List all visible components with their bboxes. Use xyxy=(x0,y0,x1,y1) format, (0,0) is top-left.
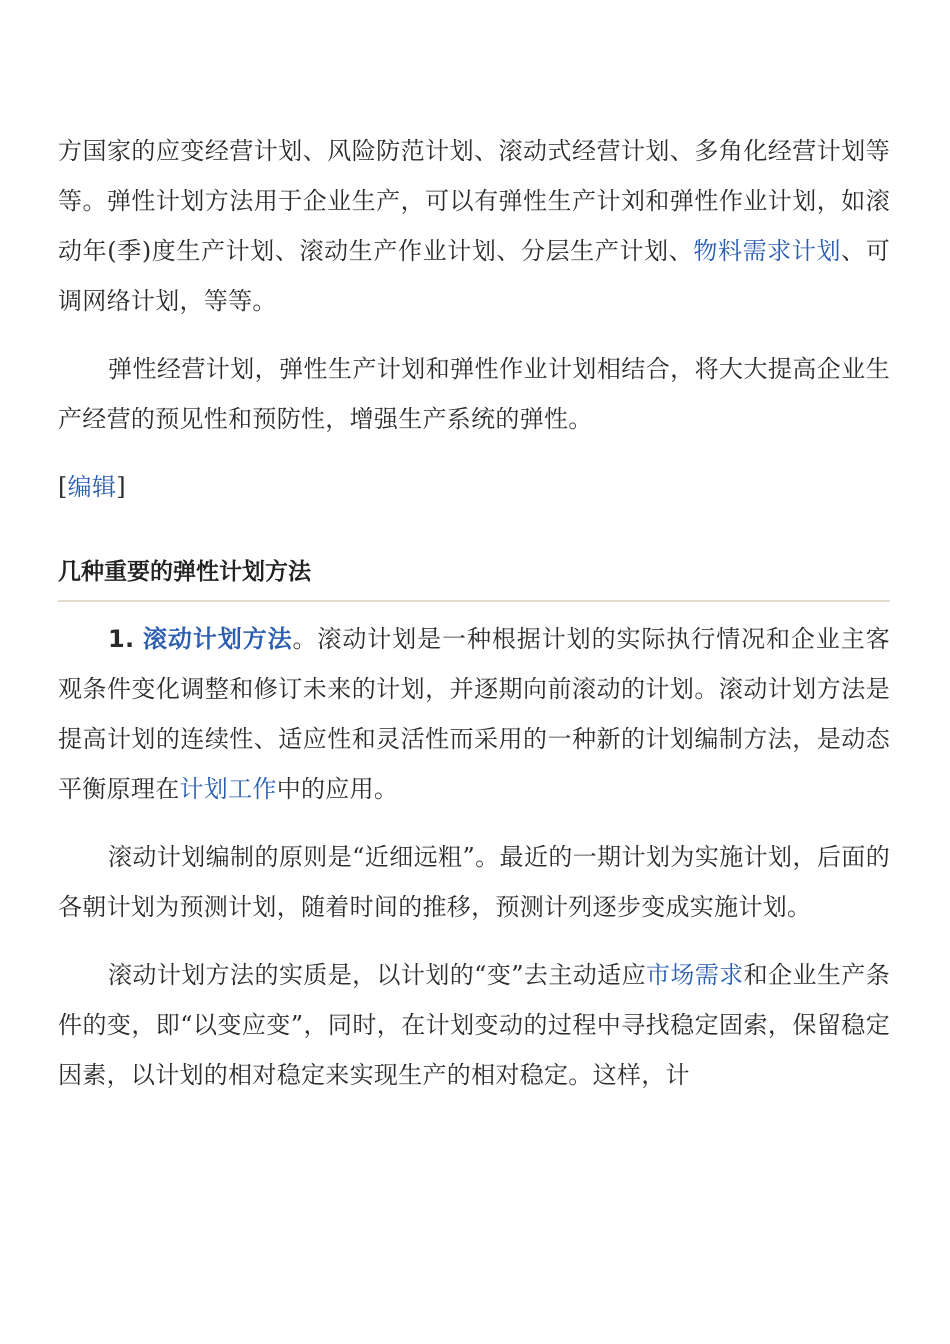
link-planning-work[interactable]: 计划工作 xyxy=(179,775,277,803)
article-body xyxy=(58,126,890,1100)
paragraph-text: 滚动计划方法的实质是，以计划的“变”去主动适应 xyxy=(108,961,646,989)
paragraph-rolling-plan-definition xyxy=(58,614,890,814)
paragraph-text: 和企业生产条件的变，即“以变应变”，同时，在计划变动的过程中寻找稳定固索，保留稳定因素，以计划的相对稳定来实现生产的相对稳定。这样，计 xyxy=(58,961,891,1089)
list-number: 1. xyxy=(108,625,135,653)
link-material-requirements-planning[interactable]: 物料需求计划 xyxy=(693,237,842,265)
bracket-open: [ xyxy=(58,473,68,501)
paragraph-text: 中的应用。 xyxy=(276,775,399,803)
paragraph-rolling-plan-principle: 滚动计划编制的原则是“近细远粗”。最近的一期计划为实施计划，后面的各朝计划为预测计划，随着时间的推移，预测计列逐步变成实施计划。 xyxy=(58,843,890,921)
paragraph-combined-planning: 弹性经营计划，弹性生产计划和弹性作业计划相结合，将大大提高企业生产经营的预见性和预防性，增强生产系统的弹性。 xyxy=(58,355,890,433)
edit-section-link xyxy=(58,462,890,512)
bracket-close: ] xyxy=(116,473,126,501)
edit-link[interactable]: 编辑 xyxy=(67,473,117,501)
link-rolling-plan-method[interactable]: 滚动计划方法 xyxy=(142,625,293,653)
link-market-demand[interactable]: 市场需求 xyxy=(646,961,744,989)
paragraph-flexible-planning-examples xyxy=(58,126,890,326)
paragraph-text: 方国家的应变经营计划、风险防范计划、滚动式经营计划、多角化经营计划等等。弹性计划方法用于企业生产，可以有弹性生产计刘和弹性作业计划，如滚动年(季)度生产计划、滚动生产作业计划、分层生产计划、 xyxy=(58,137,890,265)
paragraph-rolling-plan-essence xyxy=(58,950,890,1100)
section-heading: 几种重要的弹性计划方法 xyxy=(58,552,890,602)
paragraph-text: 。滚动计划是一种根据计划的实际执行情况和企业主客观条件变化调整和修订未来的计划，并逐期向前滚动的计划。滚动计划方法是提高计划的连续性、适应性和灵活性而采用的一种新的计划编制方法，是动态平衡原理在 xyxy=(58,625,890,803)
paragraph-text: 、可调网络计划，等等。 xyxy=(58,237,890,315)
